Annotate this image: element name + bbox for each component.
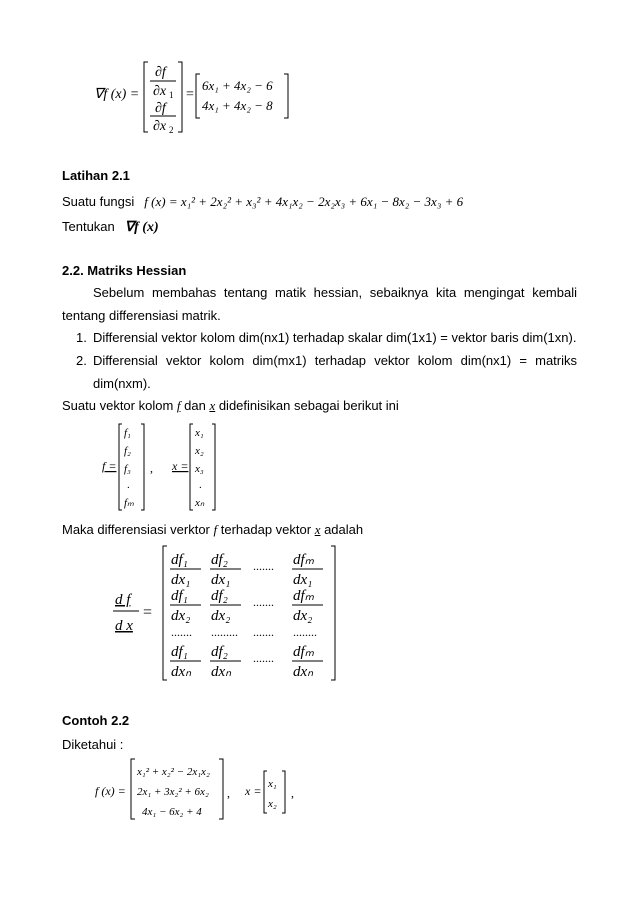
partial-x2: ∂x	[153, 119, 167, 134]
vector-definition-x: x	[209, 398, 216, 413]
jacobian-cell-numerator: df₁	[171, 552, 188, 568]
contoh-x-bracket-open	[264, 771, 267, 813]
latihan-function: f (x) = x₁² + 2x₂² + x₃² + 4x₁x₂ − 2x₂x₃ + 6x₁ − 8x₂ − 3x₃ + 6	[144, 194, 464, 209]
contoh-comma-2: ,	[291, 786, 294, 800]
vector-definition-b: dan	[180, 398, 210, 413]
vector-x-entry-2: x₂	[195, 445, 204, 457]
contoh-title: Contoh 2.2	[62, 713, 130, 728]
jacobian-cell-numerator: df₂	[211, 588, 228, 604]
list-item-1-number: 1.	[76, 330, 87, 345]
contoh-f-label: f (x) =	[95, 784, 126, 798]
contoh-x-row-2: x₂	[268, 798, 277, 810]
jacobian-cell-denominator: dxₙ	[293, 664, 314, 680]
vector-f-bracket-close	[141, 424, 144, 510]
latihan-task-math: ∇f (x)	[124, 220, 159, 235]
jacobian-cell-denominator: dxₙ	[211, 664, 232, 680]
contoh-f-row-2: 2x₁ + 3x₂² + 6x₂	[137, 786, 209, 798]
latihan-task: Tentukan	[62, 219, 115, 234]
jacobian-cell-numerator: dfₘ	[293, 588, 315, 604]
jacobian-cell-denominator: dx₁	[293, 572, 313, 588]
vector-x-entry-5: xₙ	[195, 497, 205, 509]
jacobian-cell-numerator: dfₘ	[293, 552, 315, 568]
vector-f-label: f =	[102, 459, 117, 473]
vector-f-entry-3: f₃	[124, 463, 131, 475]
gradient-right-bracket-close	[284, 74, 288, 118]
jacobian-cell-dots: .......	[253, 625, 274, 639]
contoh-f-bracket-open	[131, 759, 135, 819]
gradient-equation	[80, 50, 300, 140]
sub-1: 1	[169, 90, 174, 100]
contoh-x-label: x =	[245, 784, 262, 798]
vector-comma: ,	[150, 461, 153, 475]
contoh-x-bracket-close	[282, 771, 285, 813]
contoh-f-bracket-close	[219, 759, 223, 819]
list-item-1: Differensial vektor kolom dim(nx1) terhadap skalar dim(1x1) = vektor baris dim(1xn).	[93, 330, 577, 345]
latihan-task-line	[62, 218, 159, 236]
jacobian-cell-numerator: df₁	[171, 644, 188, 660]
vector-x-bracket-open	[190, 424, 193, 510]
partial-x1: ∂x	[153, 84, 167, 99]
contoh-f-row-1: x₁² + x₂² − 2x₁x₂	[137, 766, 210, 778]
maka-line	[62, 522, 363, 538]
jacobian-cell-denominator: dx₁	[211, 572, 231, 588]
vector-x-entry-4: .	[199, 479, 202, 491]
vector-x-entry-3: x₃	[195, 463, 204, 475]
jacobian-cell-dots: .......	[171, 625, 192, 639]
maka-text-f: f	[213, 522, 218, 537]
jacobian-cell-numerator: dfₘ	[293, 644, 315, 660]
jacobian-cell-dots: .......	[253, 651, 274, 665]
contoh-comma-1: ,	[227, 786, 230, 800]
section-title: 2.2. Matriks Hessian	[62, 263, 187, 278]
vector-f-entry-2: f₂	[124, 445, 131, 457]
jacobian-cell-dots: .......	[253, 595, 274, 609]
vector-x-entry-1: x₁	[195, 427, 204, 439]
gradient-left-bracket-close	[178, 62, 182, 132]
vector-x-label: x =	[172, 459, 189, 473]
jacobian-lhs-denominator: d x	[115, 618, 133, 634]
vector-definition-f: f	[176, 398, 181, 413]
jacobian-cell-dots: .........	[211, 625, 238, 639]
partial-f-top: ∂f	[155, 65, 166, 80]
vector-f-entry-1: f₁	[124, 427, 131, 439]
jacobian-cell-denominator: dx₁	[171, 572, 191, 588]
gradient-row-1: 6x₁ + 4x₂ − 6	[202, 78, 273, 93]
gradient-left-bracket-open	[144, 62, 148, 132]
jacobian-cell-denominator: dx₂	[211, 608, 231, 624]
list-item-2-number: 2.	[76, 353, 87, 368]
jacobian-cell-dots: .......	[253, 559, 274, 573]
gradient-equals: =	[186, 87, 194, 102]
list-item-2-line-2: dim(nxm).	[93, 376, 151, 391]
contoh-known: Diketahui :	[62, 737, 124, 752]
jacobian-cell-denominator: dx₂	[171, 608, 191, 624]
gradient-right-bracket-open	[196, 74, 200, 118]
gradient-row-2: 4x₁ + 4x₂ − 8	[202, 98, 273, 113]
jacobian-cell-numerator: df₁	[171, 588, 188, 604]
maka-text-c: adalah	[320, 522, 364, 537]
vector-definition-a: Suatu vektor kolom	[62, 398, 177, 413]
vector-definitions	[90, 418, 240, 514]
maka-text-x: x	[314, 522, 321, 537]
vector-f-bracket-open	[119, 424, 122, 510]
maka-text-a: Maka differensiasi verktor	[62, 522, 214, 537]
section-paragraph-line-1: Sebelum membahas tentang matik hessian, sebaiknya kita mengingat kembali	[93, 285, 577, 300]
jacobian-lhs-numerator: d f	[115, 592, 131, 608]
partial-f-bottom: ∂f	[155, 101, 166, 116]
jacobian-cell-denominator: dxₙ	[171, 664, 192, 680]
jacobian-equation	[105, 540, 345, 686]
jacobian-equals: =	[143, 604, 153, 621]
section-paragraph-line-2: tentang differensiasi matrik.	[62, 308, 221, 323]
gradient-lhs: ∇f (x) =	[94, 87, 140, 102]
vector-definition-line	[62, 398, 399, 414]
jacobian-bracket-open	[163, 546, 167, 680]
vector-x-bracket-close	[212, 424, 215, 510]
latihan-title: Latihan 2.1	[62, 168, 130, 183]
contoh-x-row-1: x₁	[268, 778, 277, 790]
jacobian-cell-numerator: df₂	[211, 552, 228, 568]
latihan-intro: Suatu fungsi	[62, 194, 135, 209]
vector-definition-c: didefinisikan sebagai berikut ini	[215, 398, 399, 413]
jacobian-cell-numerator: df₂	[211, 644, 228, 660]
maka-text-b: terhadap vektor	[217, 522, 315, 537]
list-item-2-line-1: Differensial vektor kolom dim(mx1) terhadap vektor kolom dim(nx1) = matriks	[93, 353, 577, 368]
sub-2: 2	[169, 125, 174, 135]
jacobian-cell-denominator: dx₂	[293, 608, 313, 624]
jacobian-cells	[170, 552, 323, 680]
contoh-f-row-3: 4x₁ − 6x₂ + 4	[142, 806, 202, 818]
latihan-function-line	[62, 193, 463, 211]
vector-f-entry-4: .	[127, 479, 130, 491]
contoh-equation	[85, 755, 315, 825]
jacobian-cell-dots: ........	[293, 625, 317, 639]
vector-f-entry-5: fₘ	[124, 497, 134, 509]
jacobian-bracket-close	[331, 546, 335, 680]
